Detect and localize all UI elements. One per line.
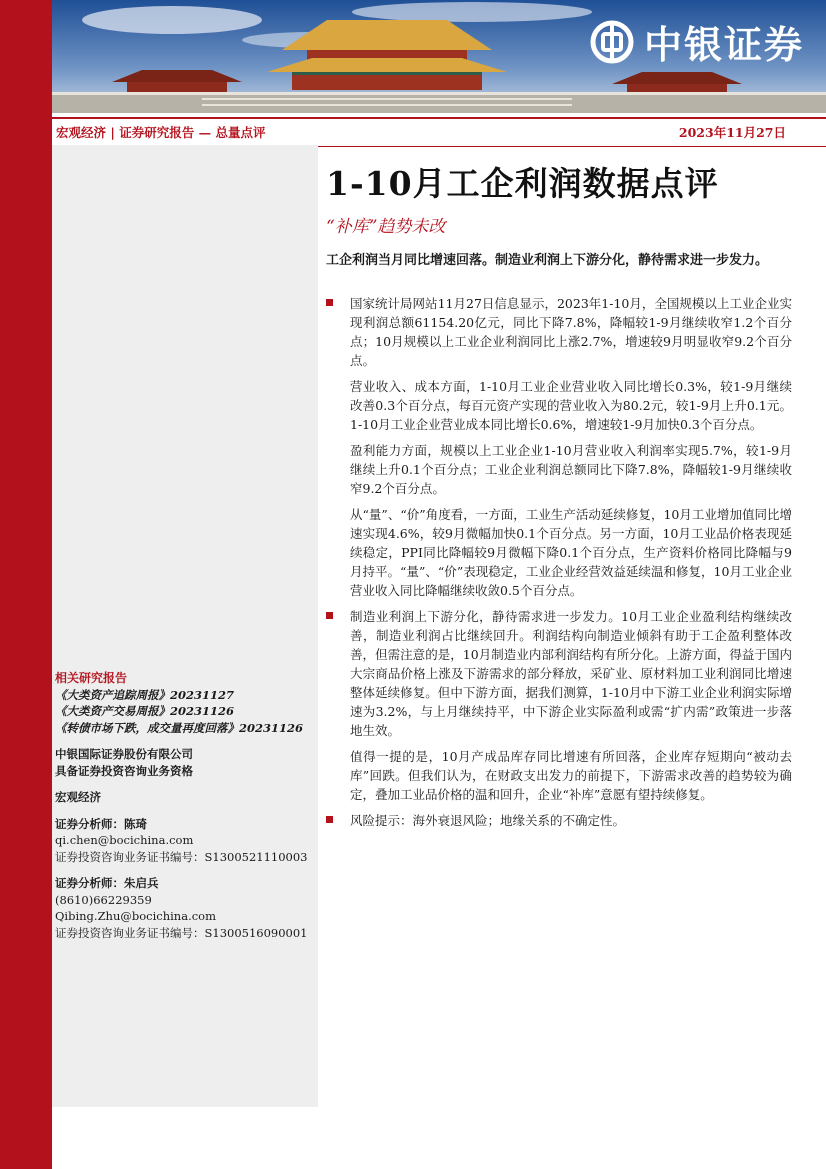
bullet-square-icon bbox=[326, 612, 333, 619]
related-report-link[interactable]: 《大类资产交易周报》20231126 bbox=[55, 704, 235, 718]
paragraph bbox=[324, 607, 792, 740]
paragraph bbox=[324, 811, 792, 830]
paragraph-text: 营业收入、成本方面，1-10月工业企业营业收入同比增长0.3%，较1-9月继续改善0.3个百分点，每百元资产实现的营业收入为80.2元，较1-9月上升0.1元。1-10月工业企业营业成本同比增长0.6%，增速较1-9月加快0.3个百分点。 bbox=[350, 379, 792, 432]
analyst-license: 证券投资咨询业务证书编号：S1300521110003 bbox=[55, 849, 308, 864]
summary-line: 工企利润当月同比增速回落。制造业利润上下游分化，静待需求进一步发力。 bbox=[326, 253, 769, 268]
bullet-square-icon bbox=[326, 299, 333, 306]
report-date: 2023年11月27日 bbox=[678, 125, 786, 140]
brand-name: 中银证券 bbox=[643, 23, 804, 67]
paragraph bbox=[324, 294, 792, 370]
page-title: 1-10月工企利润数据点评 bbox=[326, 164, 719, 203]
left-red-bar bbox=[0, 0, 52, 1169]
analyst-email[interactable]: qi.chen@bocichina.com bbox=[55, 833, 194, 847]
paragraph-text: 值得一提的是，10月产成品库存同比增速有所回落，企业库存短期向“被动去库”回跌。但我们认为，在财政支出发力的前提下，下游需求改善的趋势较为确定，叠加工业品价格的温和回升，企业“补库”意愿有望持续修复。 bbox=[350, 749, 792, 802]
sidebar-content bbox=[55, 670, 313, 941]
paragraph bbox=[324, 377, 792, 434]
boc-logo-icon bbox=[590, 20, 634, 64]
main-content bbox=[324, 294, 792, 837]
analyst-license: 证券投资咨询业务证书编号：S1300516090001 bbox=[55, 925, 308, 940]
brand-logo bbox=[590, 14, 804, 69]
related-reports-title: 相关研究报告 bbox=[55, 671, 128, 685]
paragraph bbox=[324, 441, 792, 498]
paragraph-text: 制造业利润上下游分化，静待需求进一步发力。10月工业企业盈利结构继续改善，制造业利润占比继续回升。利润结构向制造业倾斜有助于工企盈利整体改善，但需注意的是，10月制造业内部利润结构有所分化。上游方面，得益于国内大宗商品价格上涨及下游需求的部分释放，采矿业、原材料加工业利润同比增速整体延续修复。但中下游方面，据我们测算，1-10月中下游工业企业利润实际增速为3.2%，与上月继续持平，中下游企业实际盈利或需“扩内需”政策进一步落地生效。 bbox=[350, 609, 792, 738]
paragraph-text: 风险提示：海外衰退风险；地缘关系的不确定性。 bbox=[350, 813, 626, 828]
paragraph-text: 国家统计局网站11月27日信息显示，2023年1-10月，全国规模以上工业企业实现利润总额61154.20亿元，同比下降7.8%，降幅较1-9月继续收窄1.2个百分点；10月规模以上工业企业利润同比上涨2.7%，增速较9月明显收窄9.2个百分点。 bbox=[350, 296, 792, 368]
paragraph-text: 从“量”、“价”角度看，一方面，工业生产活动延续修复，10月工业增加值同比增速实现4.6%，较9月微幅加快0.1个百分点。另一方面，10月工业品价格表现延续稳定，PPI同比降幅较9月微幅下降0.1个百分点，生产资料价格同比降幅与9月持平。“量”、“价”表现稳定，工业企业经营效益延续温和修复，10月工业企业营业收入同比降幅继续收敛0.5个百分点。 bbox=[350, 507, 792, 598]
header-banner-image bbox=[52, 0, 826, 113]
paragraph bbox=[324, 747, 792, 804]
company-name: 中银国际证券股份有限公司 bbox=[55, 747, 193, 761]
analyst-phone: (8610)66229359 bbox=[55, 892, 152, 907]
page-subtitle: “补库”趋势未改 bbox=[326, 217, 446, 237]
sector-label: 宏观经济 bbox=[55, 790, 101, 804]
related-report-link[interactable]: 《转债市场下跌，成交量再度回落》20231126 bbox=[55, 720, 304, 735]
company-qualification: 具备证券投资咨询业务资格 bbox=[55, 763, 193, 778]
analyst-name: 证券分析师：朱启兵 bbox=[55, 876, 159, 890]
paragraph bbox=[324, 505, 792, 600]
analyst-name: 证券分析师：陈琦 bbox=[55, 816, 147, 831]
paragraph-text: 盈利能力方面，规模以上工业企业1-10月营业收入利润率实现5.7%，较1-9月继续上升0.1个百分点；工业企业利润总额同比下降7.8%，降幅较1-9月继续收窄9.2个百分点。 bbox=[350, 443, 792, 496]
report-category: 宏观经济 | 证券研究报告 — 总量点评 bbox=[56, 125, 266, 140]
analyst-email[interactable]: Qibing.Zhu@bocichina.com bbox=[55, 909, 216, 923]
bullet-square-icon bbox=[326, 816, 333, 823]
sidebar-panel bbox=[52, 145, 318, 1107]
report-header-strip bbox=[52, 117, 826, 147]
related-report-link[interactable]: 《大类资产追踪周报》20231127 bbox=[55, 687, 235, 702]
